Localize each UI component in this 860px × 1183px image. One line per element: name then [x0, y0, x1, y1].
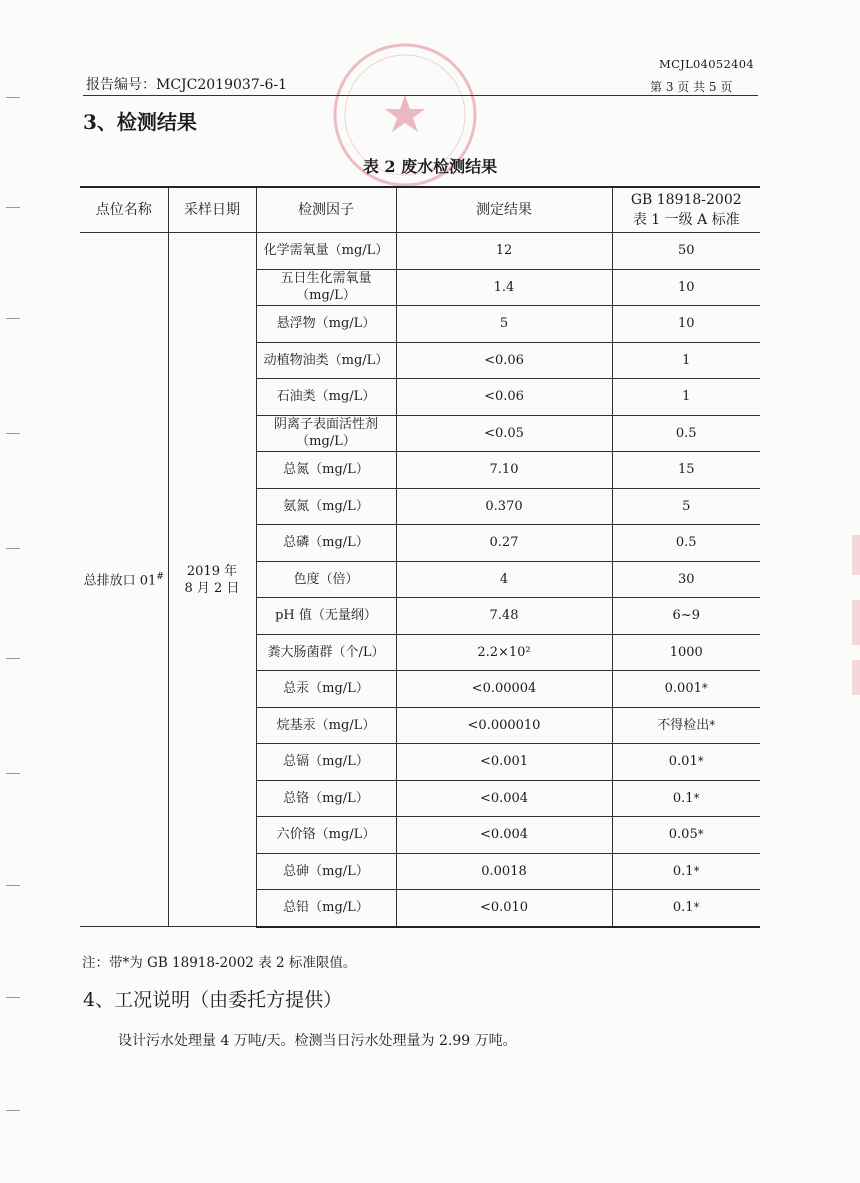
- standard-value: 10: [677, 316, 695, 332]
- factor-cell: pH 值（无量纲）: [256, 598, 396, 635]
- standard-cell: [612, 269, 760, 306]
- result-cell: <0.000010: [396, 707, 612, 744]
- result-cell: 1.4: [396, 269, 612, 306]
- factor-cell: 总铅（mg/L）: [256, 890, 396, 927]
- header-standard: [612, 187, 760, 233]
- standard-cell: [612, 707, 760, 744]
- result-cell: <0.010: [396, 890, 612, 927]
- table2-limit-marker: *: [693, 900, 700, 915]
- binder-mark: [6, 433, 20, 434]
- factor-cell: 总氮（mg/L）: [256, 452, 396, 489]
- result-cell: <0.05: [396, 415, 612, 452]
- binder-mark: [6, 1110, 20, 1111]
- factor-cell: 总砷（mg/L）: [256, 853, 396, 890]
- standard-value: 50: [677, 243, 695, 259]
- location-label: 总排放口 01: [83, 573, 157, 589]
- table-caption: 表 2 废水检测结果: [362, 157, 498, 176]
- factor-cell: 总镉（mg/L）: [256, 744, 396, 781]
- binder-mark: [6, 318, 20, 319]
- result-cell: 0.370: [396, 488, 612, 525]
- factor-cell: 氨氮（mg/L）: [256, 488, 396, 525]
- standard-cell: [612, 561, 760, 598]
- factor-cell: 烷基汞（mg/L）: [256, 707, 396, 744]
- factor-cell: 阴离子表面活性剂（mg/L）: [256, 415, 396, 452]
- seal-edge-mark: [852, 535, 860, 575]
- factor-cell: 总铬（mg/L）: [256, 780, 396, 817]
- factor-cell: 总磷（mg/L）: [256, 525, 396, 562]
- result-cell: 7.48: [396, 598, 612, 635]
- standard-cell: [612, 452, 760, 489]
- result-cell: 7.10: [396, 452, 612, 489]
- standard-cell: [612, 525, 760, 562]
- table2-limit-marker: *: [693, 863, 700, 878]
- table-header-row: [80, 187, 760, 233]
- factor-cell: 化学需氧量（mg/L）: [256, 233, 396, 270]
- standard-value: 0.1: [672, 900, 694, 916]
- factor-cell: 动植物油类（mg/L）: [256, 342, 396, 379]
- standard-value: 0.5: [675, 535, 697, 551]
- result-cell: <0.00004: [396, 671, 612, 708]
- standard-value: 0.1: [672, 863, 694, 879]
- result-cell: <0.001: [396, 744, 612, 781]
- table2-limit-marker: *: [697, 754, 704, 769]
- table-row: [80, 233, 760, 270]
- seal-edge-mark: [852, 660, 860, 695]
- standard-cell: [612, 488, 760, 525]
- binder-mark: [6, 658, 20, 659]
- location-superscript: #: [156, 572, 164, 583]
- result-cell: <0.06: [396, 379, 612, 416]
- standard-cell: [612, 379, 760, 416]
- standard-value: 0.5: [675, 425, 697, 441]
- table2-limit-marker: *: [701, 681, 708, 696]
- location-cell: [80, 233, 168, 927]
- report-number: 报告编号：MCJC2019037-6-1: [86, 77, 287, 93]
- standard-value: 不得检出: [657, 717, 710, 733]
- binder-mark: [6, 773, 20, 774]
- seal-edge-mark: [852, 600, 860, 645]
- result-cell: 2.2×10²: [396, 634, 612, 671]
- table-footnote: 注：带*为 GB 18918-2002 表 2 标准限值。: [82, 955, 357, 971]
- result-cell: <0.004: [396, 780, 612, 817]
- standard-value: 0.01: [668, 754, 698, 770]
- standard-cell: [612, 598, 760, 635]
- binder-mark: [6, 207, 20, 208]
- standard-value: 5: [682, 498, 691, 514]
- binder-mark: [6, 548, 20, 549]
- standard-value: 0.1: [672, 790, 694, 806]
- header-sampling-date: 采样日期: [168, 187, 256, 233]
- sampling-date-cell: [168, 233, 256, 927]
- standard-cell: [612, 744, 760, 781]
- factor-cell: 六价铬（mg/L）: [256, 817, 396, 854]
- result-cell: 0.27: [396, 525, 612, 562]
- section-3-heading: 3、检测结果: [83, 110, 197, 134]
- standard-cell: [612, 415, 760, 452]
- standard-value: 0.05: [668, 827, 698, 843]
- standard-value: 1: [682, 389, 691, 405]
- standard-cell: [612, 306, 760, 343]
- factor-cell: 色度（倍）: [256, 561, 396, 598]
- factor-cell: 粪大肠菌群（个/L）: [256, 634, 396, 671]
- standard-value: 1: [682, 352, 691, 368]
- factor-cell: 悬浮物（mg/L）: [256, 306, 396, 343]
- standard-value: 0.001: [664, 681, 702, 697]
- header-location: 点位名称: [80, 187, 168, 233]
- standard-cell: [612, 342, 760, 379]
- standard-cell: [612, 780, 760, 817]
- result-cell: 12: [396, 233, 612, 270]
- factor-cell: 石油类（mg/L）: [256, 379, 396, 416]
- standard-value: 6~9: [672, 608, 700, 624]
- result-cell: <0.004: [396, 817, 612, 854]
- standard-cell: [612, 853, 760, 890]
- header-test-factor: 检测因子: [256, 187, 396, 233]
- header-divider: [83, 95, 758, 96]
- section-4-heading: 4、工况说明（由委托方提供）: [83, 989, 343, 1011]
- table2-limit-marker: *: [693, 790, 700, 805]
- standard-cell: [612, 671, 760, 708]
- factor-cell: 总汞（mg/L）: [256, 671, 396, 708]
- date-year: 2019 年: [186, 563, 238, 579]
- date-day: 8 月 2 日: [184, 580, 240, 596]
- page-indicator: 第 3 页 共 5 页: [650, 80, 733, 94]
- header-standard-label: GB 18918-2002 表 1 一级 A 标准: [630, 192, 742, 228]
- document-control-code: MCJL04052404: [659, 57, 754, 71]
- binder-mark: [6, 885, 20, 886]
- table2-limit-marker: *: [697, 827, 704, 842]
- wastewater-results-table: [80, 186, 760, 928]
- table2-limit-marker: *: [709, 717, 716, 732]
- standard-value: 15: [677, 462, 695, 478]
- standard-value: 30: [677, 571, 695, 587]
- standard-value: 10: [677, 279, 695, 295]
- factor-cell: 五日生化需氧量（mg/L）: [256, 269, 396, 306]
- binder-mark: [6, 997, 20, 998]
- result-cell: 0.0018: [396, 853, 612, 890]
- section-4-paragraph: 设计污水处理量 4 万吨/天。检测当日污水处理量为 2.99 万吨。: [118, 1033, 517, 1049]
- result-cell: <0.06: [396, 342, 612, 379]
- binder-mark: [6, 97, 20, 98]
- standard-value: 1000: [669, 644, 703, 660]
- standard-cell: [612, 890, 760, 927]
- result-cell: 4: [396, 561, 612, 598]
- result-cell: 5: [396, 306, 612, 343]
- standard-cell: [612, 233, 760, 270]
- standard-cell: [612, 817, 760, 854]
- header-result: 测定结果: [396, 187, 612, 233]
- standard-cell: [612, 634, 760, 671]
